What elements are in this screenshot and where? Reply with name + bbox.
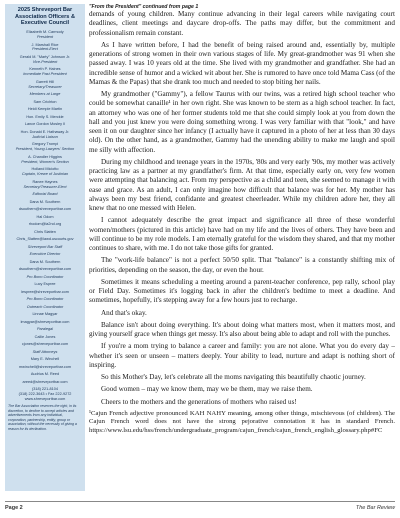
officer-entry (8, 200, 82, 205)
officer-name: Garrett Hill (35, 79, 55, 84)
officer-entry (8, 192, 82, 197)
officer-entry (8, 215, 82, 220)
officer-entry (8, 282, 82, 287)
contact-line: www.shreveportbar.com (24, 397, 66, 402)
officer-entry (8, 290, 82, 295)
officer-role: President-Elect (32, 47, 58, 52)
officer-role: Editorial Board (32, 192, 58, 197)
article-paragraph: My grandmother ("Gammy"), a fellow Taurus with our twins, was a retired high school teacher who could be somewhat canaille¹ in her own right. She was known to be stern as a high school teacher. In fact, an attorney who was one of her former students told me that she could simply look at you from down the hall and you just knew you were doing something wrong. I was very familiar with that "look," and have seen it on our daughter since her infancy (I actually have it captured in a photo of her at less than 30 days old). On the other hand, as a grandmother, Gammy had the unending ability to make me laugh and spoil me silly with affection. (89, 90, 395, 154)
officer-role: Vice-President (32, 59, 58, 64)
officer-entry (8, 357, 82, 362)
officer-name: Sam Crichton (33, 99, 57, 104)
officer-entry (8, 237, 82, 242)
officer-name: dsouthern@shreveportbar.com (18, 207, 72, 212)
article-paragraph: demands of young children. Many continue advancing in their legal careers while navigating court deadlines, client meetings and daycare drop-offs. The paths may differ, but the commitment and professionalism remain constant. (89, 10, 395, 37)
officer-entry (8, 207, 82, 212)
officer-name: Dana M. Southern (29, 259, 61, 264)
officer-name: Audrius M. Reed (30, 372, 60, 377)
officer-role: Staff Attorneys (32, 349, 58, 354)
officer-entry (8, 275, 82, 280)
officer-role: Executive Director (29, 252, 61, 257)
officer-name: lespree@shreveportbar.com (21, 289, 69, 294)
officer-name: Hon. Donald E. Hathaway Jr. (20, 129, 70, 134)
officer-entry (8, 327, 82, 332)
footnote: ¹Cajun French adjective pronounced KAH NAHY meaning, among other things, mischievous (of children). The Cajun French word does not have the strong pejorative connotation it has in standard French. https://www.lsu.edu/hss/french/undergraduate_program/cajun_french/cajun_french_english_glossary.php#FC (89, 409, 395, 434)
officer-entry (8, 350, 82, 355)
article-paragraph: If you're a mom trying to balance a career and family: you are not alone. What you do every day – whether it's seen or unseen – matters deeply. Your ability to lead, nurture and adapt is nothing short of inspiring. (89, 342, 395, 369)
officer-name: Chris Slatten (34, 229, 56, 234)
officer-role: Immediate Past President (23, 72, 67, 77)
officer-name: Dana M. Southern (29, 199, 61, 204)
officer-entry (8, 167, 82, 177)
sidebar-title: 2025 Shreveport Bar Association Officers & Executive Council (15, 7, 75, 27)
officer-entry (8, 92, 82, 97)
officer-entry (8, 155, 82, 165)
officer-role: Secretary/Treasurer (28, 84, 62, 89)
officer-role: Outreach Coordinator (26, 304, 64, 309)
article-paragraph: Balance isn't about doing everything. It's about doing what matters most, when it matters most, and giving yourself grace when things get messy. It's also about being able to adapt and roll with the punches. (89, 320, 395, 338)
contact-line: (318) 221-8104 (32, 387, 58, 392)
officer-name: Gerald M. "Marty" Johnson Jr. (19, 54, 71, 59)
officer-entry (8, 80, 82, 90)
article-paragraph: Good women – may we know them, may we be them, may we raise them. (101, 385, 313, 394)
officers-sidebar (5, 4, 85, 491)
officer-entry (8, 320, 82, 325)
officer-name: Gregory Trompi (31, 142, 59, 147)
president-article (89, 4, 395, 496)
article-paragraph: Sometimes it means scheduling a meeting around a parent-teacher conference, pep rally, school play or Field Day. Sometimes it's logging back in after the children's bedtime to meet a deadline. And sometimes, hopefully, it's stepping away for a few hours just to recharge. (89, 277, 395, 305)
officer-entry (8, 230, 82, 235)
officer-role: Judicial Liaison (32, 134, 58, 139)
officer-list (8, 30, 82, 385)
article-paragraph: The "work-life balance" is not a perfect 50/50 split. That "balance" is a constantly shifting mix of priorities, depending on the season, the day, or even the hour. (89, 256, 395, 274)
page-footer (5, 501, 395, 514)
officer-entry (8, 245, 82, 250)
officer-entry (8, 130, 82, 140)
officer-entry (8, 55, 82, 65)
officer-entry (8, 43, 82, 53)
officer-name: A. Chandler Higgins (28, 154, 62, 159)
officer-entry (8, 107, 82, 112)
publication-name: The Bar Review (355, 505, 395, 511)
officer-entry (8, 67, 82, 77)
officer-name: areed@shreveportbar.com (22, 379, 68, 384)
officer-entry (8, 100, 82, 105)
officer-entry (8, 380, 82, 385)
officer-entry (8, 30, 82, 40)
officer-entry (8, 115, 82, 120)
officer-name: Callie Jones (34, 334, 56, 339)
article-paragraph: During my childhood and teenage years in the 1970s, '80s and very early '90s, my mother was actively practicing law as a partner at my grandfather's firm. At that time, especially early on, very few women were attempting that balancing act. From my perspective as a child and teen, she seemed to manage it with ease and grace. As an adult, I can only imagine how difficult that balance was for her. My mother has always been my best friend, confidante and greatest cheerleader. While my children adore her, they all knew that no one messed with Helen. (89, 157, 395, 212)
contact-info (8, 387, 82, 402)
officer-name: Hal Odom (36, 214, 54, 219)
officer-name: rhodom@la2nd.org (28, 222, 62, 227)
article-paragraph: Cheers to the mothers and the generations of mothers who raised us! (101, 397, 297, 406)
officer-role: Pro Bono Coordinator (26, 297, 64, 302)
officer-role: President (36, 35, 54, 40)
article-paragraph: As I have written before, I had the benefit of being raised around and, essentially by, multiple generations of strong women in their own various stages of life. My great-grandmother was 91 when she passed away. I was 10 years old at the time. She lived with my grandmother and grandfather. She had an incredible sense of humor and a wicked wit about her. She is rumored to have once told Mama Cass (of the Mamas & the Papas) that she drank too much and needed to stop biting her nails. (89, 40, 395, 86)
article-paragraph: And that's okay. (101, 308, 147, 317)
officer-name: J. Marshall Rice (31, 42, 59, 47)
disclaimer-note: The Bar Association reserves the right, in its discretion, to decline to accept articles and advertisements from any individual, corporation, partnership, entity, group or association, without the necessity of giving a reason for its declination. (8, 404, 77, 431)
officer-entry (8, 222, 82, 227)
officer-entry (8, 297, 82, 302)
officer-role: Paralegal (36, 327, 54, 332)
officer-entry (8, 142, 82, 152)
officer-name: Holland Miciotto (31, 167, 59, 172)
officer-entry (8, 252, 82, 257)
continued-line: "From the President" continued from page 1 (89, 4, 199, 10)
officer-name: mwinchell@shreveportbar.com (19, 364, 71, 369)
officer-name: Ranee Haynes (32, 179, 58, 184)
officer-role: President, Young Lawyers' Section (15, 147, 75, 152)
officer-name: Mary E. Winchell (30, 357, 60, 362)
officer-name: cjones@shreveportbar.com (21, 342, 69, 347)
officer-entry (8, 335, 82, 340)
officer-role: Captain, Krewe of Justinian (21, 172, 69, 177)
officer-entry (8, 365, 82, 370)
officer-name: Lucy Espree (34, 282, 56, 287)
officer-name: Linnae Magyar (32, 312, 58, 317)
officer-name: Elizabeth M. Carmody (26, 30, 64, 35)
officer-entry (8, 305, 82, 310)
page-number: Page 2 (5, 505, 23, 511)
officer-name: Hon. Emily S. Merckle (26, 114, 64, 119)
officer-role: President, Women's Section (21, 159, 69, 164)
article-paragraph: So this Mother's Day, let's celebrate all the moms navigating this beautifully chaotic journey. (101, 373, 366, 381)
officer-role: Pro Bono Coordinator (26, 274, 64, 279)
officer-entry (8, 342, 82, 347)
officer-name: dsouthern@shreveportbar.com (18, 267, 72, 272)
officer-name: Kenneth P. Haines (29, 67, 61, 72)
officer-entry (8, 267, 82, 272)
article-body (89, 10, 395, 407)
officer-name: Chris_Slatten@lawd.uscourts.gov (16, 237, 74, 242)
officer-entry (8, 180, 82, 190)
officer-name: lmagyar@shreveportbar.com (20, 319, 70, 324)
officer-name: Heidi Kemple Martin (27, 107, 63, 112)
officer-role: Members at Large (29, 92, 61, 97)
officer-entry (8, 372, 82, 377)
officer-entry (8, 122, 82, 127)
officer-entry (8, 260, 82, 265)
contact-line: (318) 222-3643 • Fax 222-9272 (18, 392, 72, 397)
officer-name: Lance Gordon Mosley II (24, 122, 66, 127)
officer-entry (8, 312, 82, 317)
officer-role: Secretary/Treasurer-Elect (23, 184, 67, 189)
article-paragraph: I cannot adequately describe the great impact and significance all three of these wonderful women/mothers (pictured in this article) have had on my life and the lives of others. They have been and will continue to be my role models. I am eternally grateful for the wisdom they shared, and that my mother continues to share, with me. I do not take those gifts for granted. (89, 216, 395, 252)
officer-role: Shreveport Bar Staff (27, 244, 63, 249)
